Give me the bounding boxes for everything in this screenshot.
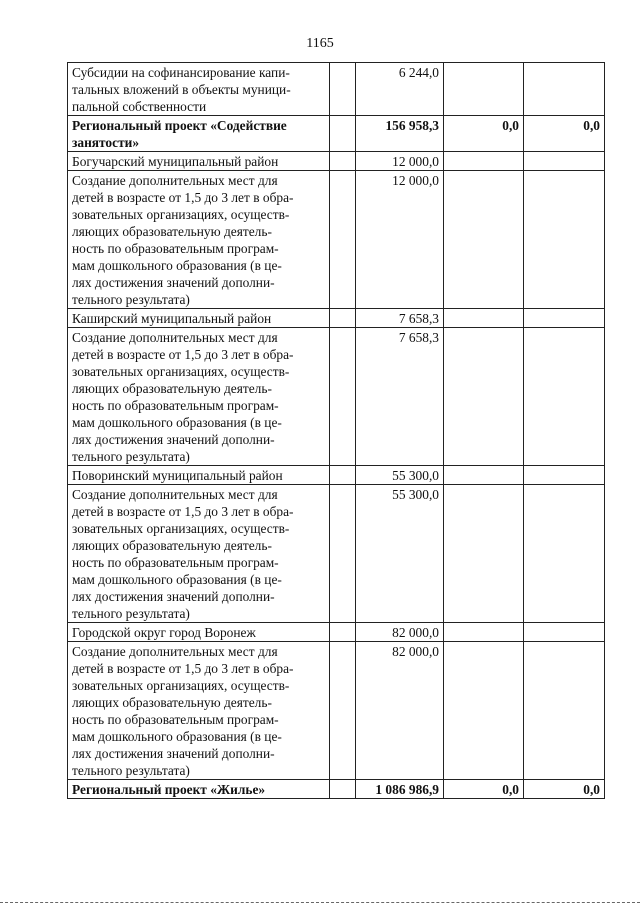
row-name-line: зовательных организациях, осуществ- — [72, 678, 290, 693]
table-row-section-total — [68, 780, 605, 799]
table-row — [68, 328, 605, 466]
row-name-line: зовательных организациях, осуществ- — [72, 207, 290, 222]
empty-code-cell — [330, 466, 356, 485]
row-name-cell — [68, 152, 330, 171]
amount-cell-v2 — [444, 485, 524, 623]
row-name-line: тельного результата) — [72, 763, 190, 778]
row-name-line: Богучарский муниципальный район — [72, 154, 279, 169]
amount-cell-v2 — [444, 466, 524, 485]
row-name-line: зовательных организациях, осуществ- — [72, 364, 290, 379]
amount-cell-v3 — [524, 623, 605, 642]
row-name-line: Поворинский муниципальный район — [72, 468, 283, 483]
row-name-line: Создание дополнительных мест для — [72, 330, 278, 345]
amount-cell-v2 — [444, 623, 524, 642]
amount-cell-v3 — [524, 309, 605, 328]
row-name-line: лях достижения значений дополни- — [72, 275, 275, 290]
empty-code-cell — [330, 623, 356, 642]
amount-cell-v1: 156 958,3 — [356, 116, 444, 152]
row-name-cell — [68, 63, 330, 116]
amount-cell-v1: 12 000,0 — [356, 171, 444, 309]
row-name-line: мам дошкольного образования (в це- — [72, 415, 282, 430]
row-name-line: лях достижения значений дополни- — [72, 432, 275, 447]
amount-cell-v2: 0,0 — [444, 780, 524, 799]
row-name-line: Каширский муниципальный район — [72, 311, 272, 326]
amount-cell-v3 — [524, 171, 605, 309]
amount-cell-v3 — [524, 328, 605, 466]
row-name-line: ность по образовательным програм- — [72, 712, 279, 727]
row-name-cell — [68, 171, 330, 309]
table-row — [68, 642, 605, 780]
row-name-line: ность по образовательным програм- — [72, 241, 279, 256]
row-name-line: детей в возрасте от 1,5 до 3 лет в обра- — [72, 347, 294, 362]
amount-cell-v2 — [444, 642, 524, 780]
row-name-cell — [68, 485, 330, 623]
row-name-line: мам дошкольного образования (в це- — [72, 572, 282, 587]
empty-code-cell — [330, 171, 356, 309]
table-row — [68, 152, 605, 171]
page-bottom-rule — [0, 902, 640, 903]
amount-cell-v1: 55 300,0 — [356, 485, 444, 623]
amount-cell-v2 — [444, 63, 524, 116]
amount-cell-v3: 0,0 — [524, 780, 605, 799]
row-name-cell — [68, 309, 330, 328]
empty-code-cell — [330, 780, 356, 799]
amount-cell-v3 — [524, 152, 605, 171]
row-name-line: Субсидии на софинансирование капи- — [72, 65, 290, 80]
row-name-line: ляющих образовательную деятель- — [72, 538, 272, 553]
row-name-cell — [68, 116, 330, 152]
row-name-line: мам дошкольного образования (в це- — [72, 729, 282, 744]
row-name-cell — [68, 780, 330, 799]
row-name-line: тельного результата) — [72, 292, 190, 307]
row-name-line: лях достижения значений дополни- — [72, 746, 275, 761]
row-name-line: детей в возрасте от 1,5 до 3 лет в обра- — [72, 661, 294, 676]
row-name-line: ляющих образовательную деятель- — [72, 381, 272, 396]
row-name-line: ляющих образовательную деятель- — [72, 224, 272, 239]
amount-cell-v2: 0,0 — [444, 116, 524, 152]
amount-cell-v2 — [444, 309, 524, 328]
amount-cell-v1: 6 244,0 — [356, 63, 444, 116]
amount-cell-v3 — [524, 642, 605, 780]
row-name-line: ляющих образовательную деятель- — [72, 695, 272, 710]
amount-cell-v1: 7 658,3 — [356, 328, 444, 466]
row-name-cell — [68, 623, 330, 642]
row-name-line: Создание дополнительных мест для — [72, 644, 278, 659]
empty-code-cell — [330, 152, 356, 171]
row-name-line: Региональный проект «Жилье» — [72, 782, 266, 797]
amount-cell-v2 — [444, 152, 524, 171]
page-number: 1165 — [306, 36, 334, 51]
table-row — [68, 485, 605, 623]
amount-cell-v3 — [524, 63, 605, 116]
row-name-line: Создание дополнительных мест для — [72, 173, 278, 188]
amount-cell-v1: 12 000,0 — [356, 152, 444, 171]
amount-cell-v3 — [524, 485, 605, 623]
row-name-line: тельного результата) — [72, 606, 190, 621]
row-name-cell — [68, 642, 330, 780]
row-name-line: зовательных организациях, осуществ- — [72, 521, 290, 536]
row-name-line: лях достижения значений дополни- — [72, 589, 275, 604]
empty-code-cell — [330, 328, 356, 466]
row-name-line: мам дошкольного образования (в це- — [72, 258, 282, 273]
empty-code-cell — [330, 309, 356, 328]
amount-cell-v1: 1 086 986,9 — [356, 780, 444, 799]
table-row — [68, 171, 605, 309]
row-name-line: ность по образовательным програм- — [72, 555, 279, 570]
amount-cell-v2 — [444, 328, 524, 466]
amount-cell-v1: 82 000,0 — [356, 623, 444, 642]
table-row — [68, 466, 605, 485]
amount-cell-v1: 7 658,3 — [356, 309, 444, 328]
row-name-line: Городской округ город Воронеж — [72, 625, 256, 640]
row-name-line: тельного результата) — [72, 449, 190, 464]
amount-cell-v3: 0,0 — [524, 116, 605, 152]
amount-cell-v1: 82 000,0 — [356, 642, 444, 780]
amount-cell-v2 — [444, 171, 524, 309]
empty-code-cell — [330, 116, 356, 152]
row-name-line: Региональный проект «Содействие — [72, 118, 287, 133]
row-name-cell — [68, 328, 330, 466]
row-name-cell — [68, 466, 330, 485]
empty-code-cell — [330, 642, 356, 780]
row-name-line: Создание дополнительных мест для — [72, 487, 278, 502]
amount-cell-v3 — [524, 466, 605, 485]
row-name-line: тальных вложений в объекты муници- — [72, 82, 291, 97]
budget-table — [67, 62, 605, 799]
table-row — [68, 623, 605, 642]
table-row — [68, 309, 605, 328]
row-name-line: ность по образовательным програм- — [72, 398, 279, 413]
empty-code-cell — [330, 485, 356, 623]
budget-table-body — [68, 63, 605, 799]
amount-cell-v1: 55 300,0 — [356, 466, 444, 485]
row-name-line: детей в возрасте от 1,5 до 3 лет в обра- — [72, 190, 294, 205]
table-row — [68, 63, 605, 116]
empty-code-cell — [330, 63, 356, 116]
table-row-section-total — [68, 116, 605, 152]
row-name-line: детей в возрасте от 1,5 до 3 лет в обра- — [72, 504, 294, 519]
row-name-line: занятости» — [72, 135, 140, 150]
row-name-line: пальной собственности — [72, 99, 207, 114]
